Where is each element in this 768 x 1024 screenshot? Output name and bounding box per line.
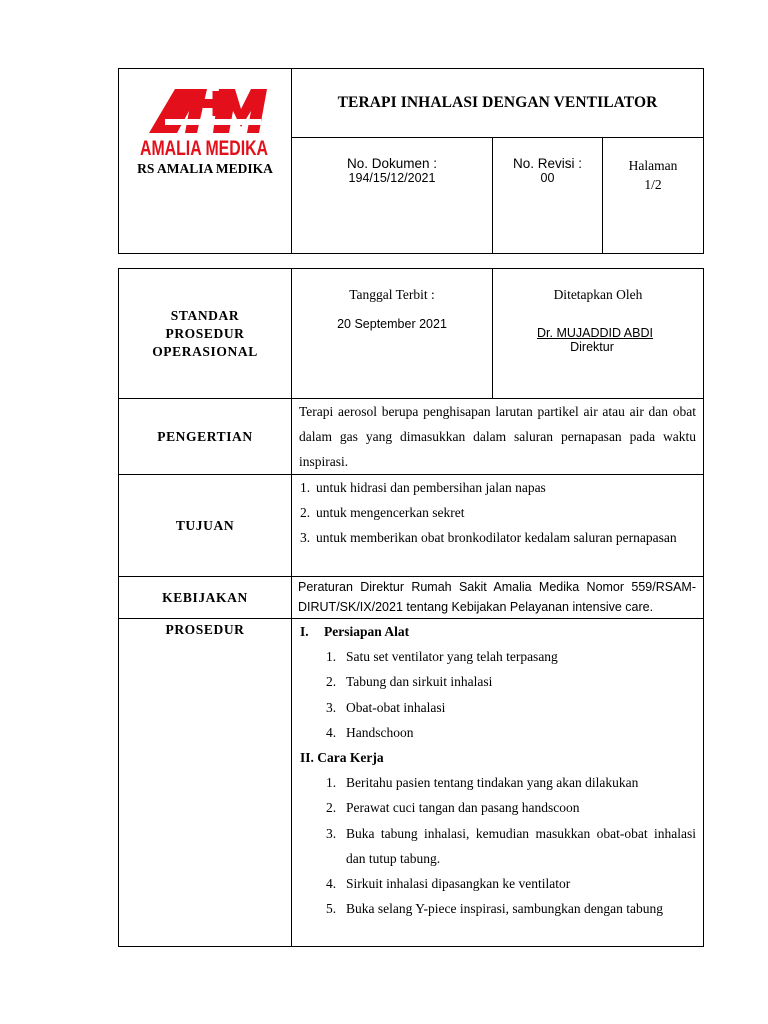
tanggal-terbit-label: Tanggal Terbit : (349, 287, 435, 302)
sop-label-cell (119, 269, 292, 399)
hospital-name: RS AMALIA MEDIKA (137, 161, 273, 176)
halaman-cell (603, 138, 704, 254)
tujuan-list (292, 475, 703, 550)
section-title: II. Cara Kerja (300, 750, 384, 766)
ditetapkan-cell (493, 269, 704, 399)
list-item: 1. Satu set ventilator yang telah terpasang (326, 649, 558, 665)
no-revisi-label: No. Revisi : (512, 156, 583, 171)
kebijakan-cell (292, 577, 704, 619)
sop-label-line3: OPERASIONAL (152, 343, 258, 359)
document-header-table (118, 68, 704, 254)
tujuan-label: TUJUAN (119, 475, 292, 577)
list-item: 2. Perawat cuci tangan dan pasang handscoon (326, 800, 580, 816)
halaman-label: Halaman (628, 158, 678, 173)
prosedur-label: PROSEDUR (119, 619, 292, 947)
signer-name: Dr. MUJADDID ABDI (537, 326, 653, 340)
no-dokumen-value: 194/15/12/2021 (348, 171, 436, 185)
no-revisi-value: 00 (540, 171, 555, 185)
pengertian-cell (292, 399, 704, 475)
no-dokumen-label: No. Dokumen : (346, 156, 438, 171)
list-item: 4. Handschoon (326, 724, 414, 740)
tanggal-terbit-value: 20 September 2021 (337, 317, 447, 331)
pengertian-text: Terapi aerosol berupa penghisapan larutan partikel air atau air dan obat dalam gas yang dimasukkan dalam saluran pernapasan pada waktu inspirasi. (299, 404, 696, 469)
ditetapkan-label: Ditetapkan Oleh (553, 287, 643, 302)
tujuan-cell (292, 475, 704, 577)
sop-label-line1: STANDAR (170, 307, 240, 323)
signer-role: Direktur (570, 340, 614, 354)
no-revisi-cell (493, 138, 603, 254)
list-item: 3. Buka tabung inhalasi, kemudian masukkan obat-obat inhalasi dan tutup tabung. (326, 825, 696, 866)
hospital-logo-cell (119, 69, 292, 254)
list-item: 5. Buka selang Y-piece inspirasi, sambungkan dengan tabung (326, 901, 664, 917)
list-item: 1. Beritahu pasien tentang tindakan yang akan dilakukan (326, 775, 639, 791)
section-title: I. Persiapan Alat (300, 624, 410, 639)
amalia-medika-logo-icon (137, 89, 271, 163)
no-dokumen-cell (292, 138, 493, 254)
kebijakan-label: KEBIJAKAN (119, 577, 292, 619)
sop-body-table (118, 268, 704, 947)
hospital-logo (119, 69, 291, 161)
sop-label-line2: PROSEDUR (165, 325, 245, 341)
list-item: 2. Tabung dan sirkuit inhalasi (326, 674, 493, 690)
list-item: 3. Obat-obat inhalasi (326, 699, 446, 715)
list-item: 1. untuk hidrasi dan pembersihan jalan napas (300, 480, 546, 495)
halaman-value: 1/2 (644, 177, 662, 192)
kebijakan-text: Peraturan Direktur Rumah Sakit Amalia Medika Nomor 559/RSAM-DIRUT/SK/IX/2021 tentang Kebijakan Pelayanan intensive care. (298, 580, 696, 614)
list-item: 3. untuk memberikan obat bronkodilator kedalam saluran pernapasan (300, 530, 677, 545)
list-item: 4. Sirkuit inhalasi dipasangkan ke ventilator (326, 876, 571, 892)
list-item: 2. untuk mengencerkan sekret (300, 505, 465, 520)
prosedur-content (292, 619, 703, 921)
prosedur-cell (292, 619, 704, 947)
pengertian-label: PENGERTIAN (119, 399, 292, 475)
tanggal-terbit-cell (292, 269, 493, 399)
logo-wordmark: AMALIA MEDIKA (140, 137, 268, 160)
document-title: TERAPI INHALASI DENGAN VENTILATOR (292, 69, 704, 138)
